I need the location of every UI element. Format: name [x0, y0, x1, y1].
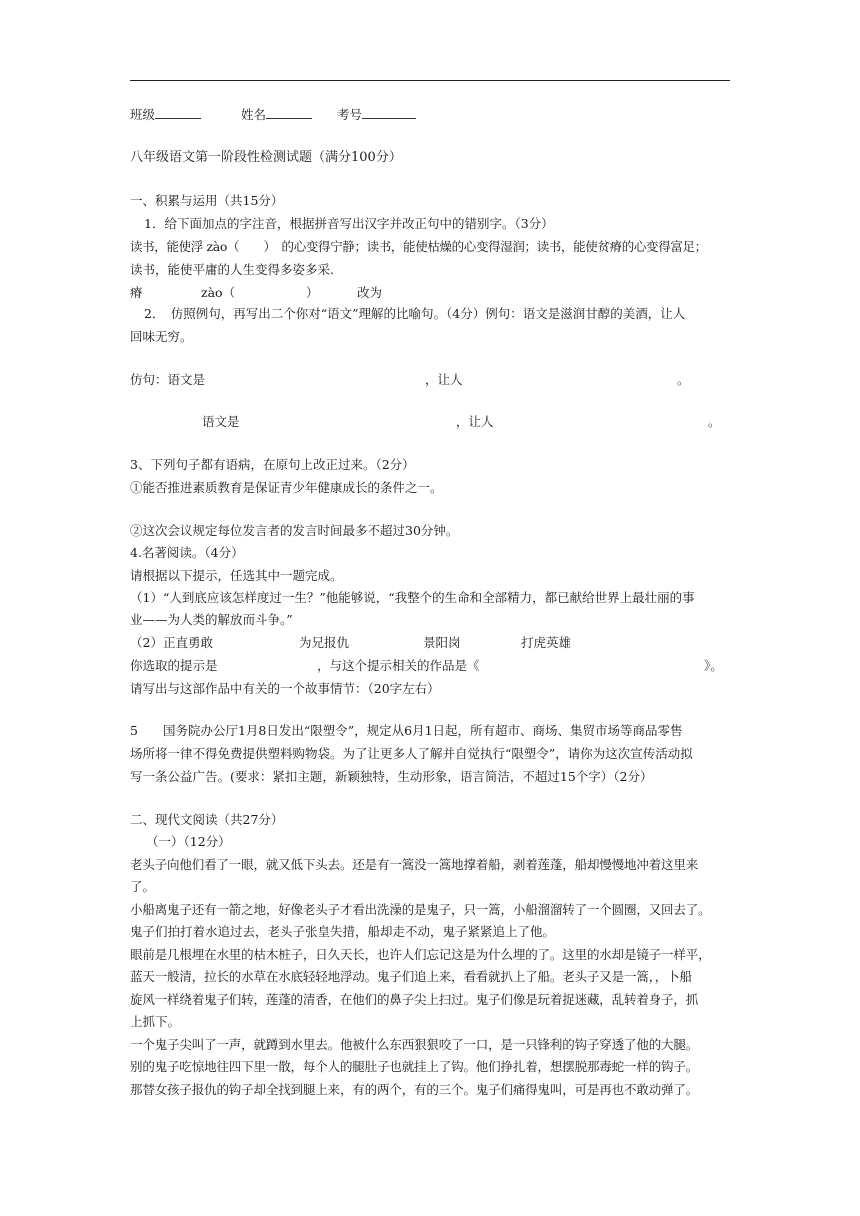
top-rule: [130, 80, 730, 81]
name-blank[interactable]: [266, 107, 312, 119]
q5-line1: 5 国务院办公厅1月8日发出“限塑令”，规定从6月1日起，所有超市、商场、集贸市场等商品零售: [130, 723, 683, 738]
q4-hint2-a: （2）正直勇敢: [130, 635, 213, 650]
reading-line: 老头子向他们看了一眼，就又低下头去。还是有一篙没一篙地撑着船，剥着莲蓬，船却慢慢地冲着这里来: [130, 857, 699, 872]
q1-answer-close: ）: [306, 285, 319, 300]
q4-story-prompt: 请写出与这部作品中有关的一个故事情节：（20字左右）: [130, 681, 440, 696]
name-label: 姓名: [241, 107, 267, 122]
reading-line: 蓝天一般清，拉长的水草在水底轻轻地浮动。鬼子们追上来，看看就扒上了船。老头子又是一篙，，卜船: [130, 969, 692, 984]
q4-hint1-line2: 业——为人类的解放而斗争。”: [130, 612, 293, 627]
q1-answer-char: 瘠: [130, 285, 143, 300]
section2-part-label: （一）（12分）: [146, 834, 231, 849]
reading-line: 眼前是几根埋在水里的枯木桩子，日久天长，也许人们忘记这是为什么埋的了。这里的水却是镜子一样平，: [130, 947, 711, 962]
q1-line2: 读书，能使平庸的人生变得多姿多采.: [130, 262, 334, 277]
name-field: [241, 107, 312, 123]
q2-line1: 2． 仿照例句，再写出二个你对“语文”理解的比喻句。（4分）例句：语文是滋润甘醇的美酒，让人: [144, 306, 686, 321]
q4-instruction: 请根据以下提示，任选其中一题完成。: [130, 568, 343, 583]
q3-sentence1: ①能否推进素质教育是保证青少年健康成长的条件之一。: [130, 480, 443, 495]
q4-chosen-hint: 你选取的提示是: [130, 658, 218, 673]
q2-row2-a: 语文是: [202, 414, 240, 429]
reading-line: 一个鬼子尖叫了一声，就蹲到水里去。他被什么东西狠狠咬了一口，是一只锋利的钩子穿透了他的大腿。: [130, 1037, 699, 1052]
class-field: [130, 107, 201, 123]
q4-hint1-line1: （1）“人到底应该怎样度过一生？”他能够说，“我整个的生命和全部精力，都已献给世界上最壮丽的事: [130, 590, 695, 605]
reading-line: 了。: [130, 879, 156, 894]
id-label: 考号: [337, 107, 363, 122]
exam-title: 八年级语文第一阶段性检测试题（满分100分）: [130, 150, 402, 165]
q1-answer-pinyin: zào（: [201, 285, 236, 300]
class-blank[interactable]: [155, 107, 201, 119]
q4-prompt: 4.名著阅读。（4分）: [130, 545, 244, 560]
q4-chosen-work: ，与这个提示相关的作品是《: [317, 658, 480, 673]
q1-answer-fix: 改为: [357, 285, 383, 300]
reading-line: 那替女孩子报仇的钩子却全找到腿上来，有的两个，有的三个。鬼子们痛得鬼叫，可是再也不敢动弹了。: [130, 1082, 699, 1097]
class-label: 班级: [130, 107, 156, 122]
reading-line: 旋风一样绕着鬼子们转，莲蓬的清香，在他们的鼻子尖上扫过。鬼子们像是玩着捉迷藏，乱转着身子，抓: [130, 992, 699, 1007]
q3-sentence2: ②这次会议规定每位发言者的发言时间最多不超过30分钟。: [130, 523, 459, 538]
q2-row1-a: 仿句：语文是: [130, 372, 206, 387]
q1-line1: 读书，能使浮 zào（ ） 的心变得宁静；读书，能使枯燥的心变得湿润；读书，能使贫瘠的心变得富足；: [130, 239, 707, 254]
q3-prompt: 3、下列句子都有语病，在原句上改正过来。（2分）: [130, 457, 415, 472]
q5-line2: 场所将一律不得免费提供塑料购物袋。为了让更多人了解并自觉执行“限塑令”，请你为这次宣传活动拟: [130, 746, 693, 761]
q2-row1-c: 。: [677, 372, 690, 387]
q1-prompt: 1．给下面加点的字注音，根据拼音写出汉字并改正句中的错别字。（3分）: [144, 216, 554, 231]
section1-heading: 一、积累与运用（共15分）: [130, 193, 284, 208]
q2-row2-c: 。: [708, 414, 721, 429]
reading-line: 鬼子们拍打着水追过去，老头子张皇失措，船却走不动，鬼子紧紧追上了他。: [130, 924, 556, 939]
q2-row2-b: ，让人: [456, 414, 494, 429]
reading-line: 别的鬼子吃惊地往四下里一散，每个人的腿肚子也就挂上了钩。他们挣扎着，想摆脱那毒蛇一样的钩子。: [130, 1059, 699, 1074]
q2-line2: 回味无穷。: [130, 329, 193, 344]
q5-line3: 写一条公益广告。(要求：紧扣主题，新颖独特，生动形象，语言简洁，不超过15个字）（2分）: [130, 769, 653, 784]
id-blank[interactable]: [362, 107, 416, 119]
q2-row1-b: ，让人: [425, 372, 463, 387]
id-field: [337, 107, 416, 123]
section2-heading: 二、现代文阅读（共27分）: [130, 812, 284, 827]
q4-hint2-b: 为兄报仇: [299, 635, 350, 650]
q4-hint2-d: 打虎英雄: [521, 635, 572, 650]
reading-line: 小船离鬼子还有一箭之地，好像老头子才看出洗澡的是鬼子，只一篙，小船溜溜转了一个圆圈，又回去了。: [130, 902, 711, 917]
reading-line: 上抓下。: [130, 1014, 181, 1029]
q4-hint2-c: 景阳岗: [423, 635, 461, 650]
q4-chosen-end: 》。: [704, 658, 723, 673]
